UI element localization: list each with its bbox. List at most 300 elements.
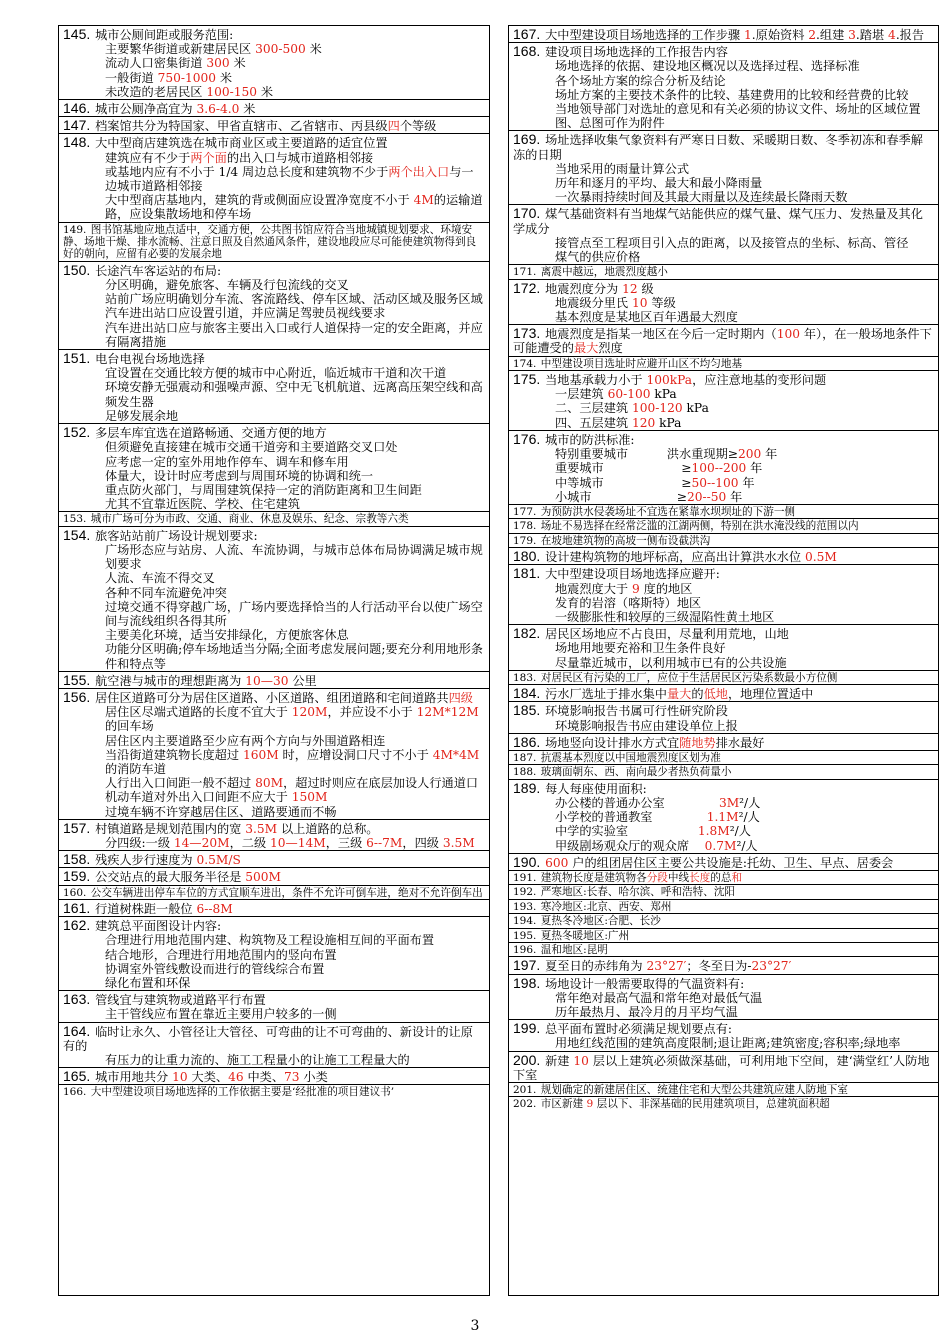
entry-text: 各个场址方案的综合分析及结论 [555,73,726,88]
entry-text: 广场形态应与站房、人流、车流协调，与城市总体布局协调满足城市规划要求 [105,542,483,572]
highlight-text: 3.6-4.0 [196,102,240,117]
entry-heading [513,520,934,532]
entry-text: 夏热冬暖地区:广州 [540,929,630,942]
entry-text: 长途汽车客运站的布局: [95,263,222,278]
entry-line [63,469,485,483]
entry-number: 176. [513,430,541,447]
highlight-text: 73 [284,1070,300,1085]
entry-number: 182. [513,625,541,642]
entry-text: 的 [691,687,704,702]
highlight-text: 10 [632,295,648,310]
entry-heading [63,901,485,916]
entry-heading [63,513,485,525]
entry-text: 为预防洪水侵袭场址不宜选在紧靠水坝坝址的下游一侧 [540,505,796,518]
entry-153 [59,512,489,526]
highlight-text: 80M [255,776,284,791]
entry-line [63,962,485,976]
entry-number: 177. [513,505,537,518]
entry-text: 环境安静无强震动和强噪声源、空中无飞机航道、远离高压架空线和高频发生器 [105,380,483,409]
entry-number: 185. [513,702,541,719]
entry-number: 201. [513,1084,537,1097]
highlight-text: 4M [413,193,434,208]
entry-number: 200. [513,1051,541,1068]
entry-text: 城市公厕间距或服务范围: [95,28,234,42]
entry-heading [513,358,934,370]
entry-line [63,42,485,56]
entry-text: 建设项目场地选择的工作报告内容 [545,45,728,60]
highlight-text: 6--7M [366,835,403,850]
entry-193 [509,900,938,914]
entry-number: 193. [513,900,537,913]
entry-text: ，并应设不小于 [327,705,417,720]
entry-197 [509,957,938,974]
entry-heading [513,703,934,718]
entry-heading [513,266,934,278]
entry-heading [63,673,485,688]
entry-text: 中等城市 ≥ [555,475,692,490]
entry-line [63,748,485,776]
entry-text: 机动车道对外出入口间距不应大于 [105,790,292,805]
entry-text: 残疾人步行速度为 [95,853,197,868]
entry-text: 居住区尽端式道路的长度不宜大于 [105,705,292,720]
entry-text: kPa [650,387,677,402]
entry-189 [509,780,938,854]
entry-text: 当地基承载力小于 [545,373,647,388]
entry-text: 米 [305,42,322,57]
entry-line [63,642,485,670]
entry-text: 烈度 [598,341,623,356]
entry-line [513,387,934,401]
entry-number: 162. [63,917,91,934]
entry-text: 接管点至工程项目引入点的距离，以及接管点的坐标、标高、管径 [555,235,909,250]
entry-text: 一般街道 [105,70,158,85]
entry-text: 中学的实验室 [555,824,698,839]
entry-number: 191. [513,872,537,884]
entry-line [513,296,934,310]
entry-text: 离震中越远，地震烈度越小 [540,266,668,279]
entry-heading [513,855,934,870]
highlight-text: 300-500 [255,42,306,57]
highlight-text: 6--8M [196,902,233,916]
entry-line [63,151,485,165]
entry-text: 协调室外管线敷设而进行的管线综合布置 [105,961,325,976]
entry-text: 城市广场可分为市政、交通、商业、休息及娱乐、纪念、宗教等六类 [90,513,409,526]
entry-heading [63,992,485,1007]
entry-text: 结合地形，合理进行用地范围内的竖向布置 [105,947,337,962]
entry-164 [59,1023,489,1069]
entry-line [63,85,485,99]
entry-heading [513,686,934,701]
entry-text: 建筑物长度是建筑物各 [540,872,647,884]
entry-text: 小类 [299,1070,328,1085]
entry-number: 165. [63,1068,91,1085]
entry-text: ²/人 [738,810,760,825]
entry-number: 183. [513,671,537,684]
highlight-text: 10 [172,1070,188,1085]
entry-number: 188. [513,766,537,779]
entry-line [513,839,934,853]
entry-text: 居住区内主要道路至少应有两个方向与外围道路相连 [105,733,386,748]
entry-number: 153. [63,513,87,526]
entry-196 [509,943,938,957]
entry-line [513,176,934,190]
entry-text: 图书馆基地应地点适中，交通方便，公共图书馆应符合当地城镇规划要求、环境安静、场地干燥、排水流畅、注意日照及自然通风条件，建设地段应尽可能使建筑物得到良好的朝向，应留有必要的发展余地 [63,223,477,261]
entry-text: 二、三层建筑 [555,401,632,416]
highlight-text: 0.7M [704,838,737,853]
entry-number: 167. [513,26,541,42]
entry-text: 中型建设项目选址时应避开山区不均匀地基 [540,357,743,370]
entry-text: 或基地内应有不小于 1/4 周边总长度和建筑物不少于 [105,164,389,179]
entry-text: 小学校的普通教室 [555,810,707,825]
entry-number: 184. [513,685,541,702]
entry-159 [59,868,489,885]
entry-heading [63,118,485,133]
entry-heading [63,263,485,278]
entry-number: 170. [513,205,541,222]
highlight-text: 120 [632,415,656,430]
entry-heading [63,224,485,261]
entry-text: 但须避免直接建在城市交通干道旁和主要道路交叉口处 [105,440,398,455]
entry-text: 电台电视台场地选择 [95,352,205,367]
highlight-text: 两个出入口 [388,164,450,179]
entry-text: 一级膨胀性和较厚的三级湿陷性黄土地区 [555,609,775,624]
entry-line [513,476,934,490]
highlight-text: 10—30 [245,673,289,688]
entry-text: .原始资料 [751,28,809,42]
entry-line [63,497,485,511]
entry-text: 的出入口与城市道路相邻接 [226,150,374,165]
entry-line [513,824,934,838]
entry-text: 绿化布置和环保 [105,976,191,991]
entry-text: 玻璃面朝东、西、南向最少者热负荷量小 [540,766,732,779]
entry-number: 146. [63,100,91,117]
entry-163 [59,991,489,1022]
entry-text: 每人每座使用面积: [545,781,647,796]
entry-176 [509,431,938,505]
entry-heading [513,27,934,42]
entry-text: 设计建构筑物的地坪标高，应高出计算洪水水位 [545,550,805,565]
entry-heading [63,918,485,933]
entry-text: 煤气的供应价格 [555,250,641,265]
entry-number: 197. [513,957,541,974]
entry-text: 居住区道路可分为居住区道路、小区道路、组团道路和宅间道路共 [95,690,449,705]
entry-text: 航空港与城市的理想距离为 [95,673,246,688]
entry-text: ²/人 [736,838,758,853]
entry-text: 场地用地要充裕和卫生条件良好 [555,641,726,656]
entry-text: 合理进行用地范围内建、构筑物及工程设施相互间的平面布置 [105,933,435,948]
entry-text: 米 [257,84,274,99]
entry-line [63,600,485,628]
entry-line [513,610,934,624]
entry-text: 特别重要城市 洪水重现期≥ [555,447,739,462]
entry-text: 级 [637,281,654,296]
entry-number: 192. [513,886,537,899]
entry-line [513,416,934,430]
entry-text: 排水最好 [715,735,765,750]
entry-line [63,948,485,962]
entry-text: 时，应增设洞口尺寸不小于 [278,747,433,762]
entry-number: 198. [513,974,541,991]
highlight-text: 100-120 [632,401,683,416]
entry-heading [513,752,934,764]
entry-text: 寒冷地区:北京、西安、郑州 [540,900,672,913]
entry-text: ，应注意地基的变形问题 [692,373,827,388]
entry-line [63,380,485,408]
entry-heading [513,372,934,387]
entry-line [63,165,485,193]
entry-heading [63,101,485,116]
entry-151 [59,350,489,424]
entry-text: .组建 [816,28,849,42]
entry-number: 187. [513,751,537,764]
entry-text: 村镇道路是规划范围内的宽 [95,821,246,836]
highlight-text: 1.8M [697,824,730,839]
entry-line [513,490,934,504]
entry-text: 发育的岩溶（喀斯特）地区 [555,595,702,610]
entry-text: kPa [682,401,709,416]
entry-number: 173. [513,325,541,342]
entry-heading [63,1086,485,1098]
entry-heading [63,1069,485,1084]
entry-line [63,292,485,306]
entry-line [513,250,934,264]
entry-text: 的总 [710,872,732,884]
entry-line [513,461,934,475]
entry-number: 158. [63,851,91,868]
highlight-text: 300 [206,56,230,71]
entry-heading [63,869,485,884]
entry-text: .踏堪 [855,28,889,42]
entry-heading [513,566,934,581]
highlight-text: 0.5M/S [196,853,241,868]
entry-line [63,440,485,454]
entry-199 [509,1020,938,1051]
entry-heading [63,27,485,42]
entry-text: 地震级分里氏 [555,295,632,310]
highlight-text: 10 [573,1053,589,1068]
entry-text: 功能分区明确;停车场地适当分隔;全面考虑发展问题;要充分利用地形条件和特点等 [105,642,483,671]
highlight-text: 四级 [448,690,473,705]
entry-text: 临时让永久、小管径让大管径、可弯曲的让不可弯曲的、新设计的让原有的 [63,1024,473,1053]
entry-155 [59,672,489,689]
entry-text: ，二级 [229,835,271,850]
entry-text: 年 [726,489,743,504]
entry-text: 管线宜与建筑物或道路平行布置 [95,993,266,1008]
entry-number: 178. [513,520,537,533]
entry-number: 171. [513,266,537,279]
entry-150 [59,262,489,350]
entry-152 [59,424,489,512]
entry-text: 一次暴雨持续时间及其最大雨量以及连续最长降雨天数 [555,190,848,205]
entry-154 [59,527,489,672]
entry-text: 年 [746,461,763,476]
entry-text: 中线 [667,872,690,884]
entry-text: 大中型建设项目场地选择的工作依据主要是‘经批准的项目建议书’ [90,1086,395,1099]
entry-183 [509,671,938,685]
entry-text: 建筑总平面图设计内容: [95,919,222,934]
entry-heading [63,690,485,705]
entry-heading [513,672,934,684]
highlight-text: 最大 [573,341,599,356]
entry-line [63,366,485,380]
entry-heading [513,1098,934,1110]
entry-text: 大中型商店建筑选在城市商业区或主要道路的适宜位置 [95,136,388,151]
highlight-text: 12 [622,281,638,296]
entry-heading [63,887,485,899]
entry-heading [63,425,485,440]
entry-text: 环境影响报告书属可行性研究阶段 [545,704,728,719]
entry-line [63,543,485,571]
entry-text: 各种不同车流避免冲突 [105,585,227,600]
entry-number: 159. [63,868,91,885]
entry-text: 人流、车流不得交叉 [105,571,215,586]
left-column [58,25,490,1296]
entry-170 [509,205,938,265]
entry-number: 194. [513,915,537,928]
entry-text: 等级 [647,295,676,310]
entry-148 [59,134,489,222]
entry-heading [63,351,485,366]
entry-181 [509,565,938,625]
entry-number: 180. [513,548,541,565]
entry-text: 场址方案的主要技术条件的比较、基建费用的比较和经营费的比较 [555,87,909,102]
highlight-text: 9 [632,581,640,596]
entry-line [513,1005,934,1019]
entry-text: 分区明确，避免旅客、车辆及行包流线的交叉 [105,278,349,293]
entry-text: 公交站点的最大服务半径是 [95,870,246,885]
entry-heading [63,852,485,867]
entry-line [513,74,934,88]
entry-heading [513,281,934,296]
entry-line [513,310,934,324]
entry-text: 米 [229,56,246,71]
entry-text: 过境交通不得穿越广场，广场内要选择恰当的人行活动平台以使广场空间与流线组织各得其所 [105,599,483,628]
entry-number: 179. [513,534,537,547]
entry-number: 169. [513,131,541,148]
entry-188 [509,765,938,779]
entry-text: 宜设置在交通比较方便的城市中心附近，临近城市干道和次干道 [105,366,447,381]
entry-line [63,56,485,70]
entry-text: 城市用地共分 [95,1070,173,1085]
entry-text: 大中型建设项目场地选择应避开: [545,567,720,582]
entry-heading [513,872,934,884]
entry-172 [509,280,938,326]
entry-heading [513,915,934,927]
entry-text: 一层建筑 [555,387,608,402]
highlight-text: 100kPa [646,373,693,388]
entry-text: 旅客站站前广场设计规划要求: [95,528,258,543]
entry-heading [513,132,934,161]
entry-text: 大类、 [187,1070,229,1085]
entry-text: ；冬至日为- [686,959,752,974]
entry-heading [513,432,934,447]
highlight-text: 200 [738,447,762,462]
entry-text: 当沿街道建筑物长度超过 [105,747,243,762]
entry-text: 的运输道路，应设集散场地和停车场 [105,193,483,222]
entry-line [63,1053,485,1067]
highlight-text: 150M [291,790,328,805]
entry-195 [509,929,938,943]
entry-180 [509,548,938,565]
entry-heading [63,528,485,543]
entry-heading [513,506,934,518]
entry-text: 应考虑一定的室外用地作停车、调车和修车用 [105,454,349,469]
entry-166 [59,1085,489,1098]
highlight-text: 长度 [689,872,711,884]
entry-line [513,190,934,204]
entry-text: 以上道路的总称。 [277,821,379,836]
entry-number: 163. [63,991,91,1008]
entry-number: 151. [63,350,91,367]
entry-number: 195. [513,929,537,942]
page-number: 3 [470,1318,480,1334]
entry-line [63,409,485,423]
entry-149 [59,223,489,262]
entry-text: 中类、 [243,1070,285,1085]
entry-text: 大中型建设项目场地选择的工作步骤 [545,28,744,42]
entry-text: 多层车库宜选在道路畅通、交通方便的地方 [95,426,327,441]
entry-173 [509,325,938,356]
entry-heading [513,930,934,942]
entry-171 [509,265,938,279]
entry-text: 四、五层建筑 [555,415,632,430]
entry-text: 与一边城市道路相邻接 [105,164,474,194]
entry-heading [513,1053,934,1082]
entry-text: 米 [216,70,233,85]
highlight-text: 120M [291,705,328,720]
entry-heading [513,976,934,991]
highlight-text: 9 [586,1098,594,1111]
entry-text: 户的组团居住区主要公共设施是:托幼、卫生、早点、居委会 [568,855,894,870]
highlight-text: 3 [848,28,856,42]
highlight-text: 和 [731,872,743,884]
entry-text: ，超过时则应在底层加设人行通道口 [283,776,479,791]
entry-line [63,976,485,990]
entry-187 [509,751,938,765]
entry-text: 汽车进出站口应与旅客主要出入口或行人道保持一定的安全距离，并应有隔离措施 [105,320,483,349]
entry-line [513,88,934,102]
entry-heading [63,1024,485,1053]
entry-text: 的消防车道 [105,747,484,776]
entry-text: ，三级 [325,835,367,850]
entry-text: 历年最热月、最冷月的月平均气温 [555,1005,738,1020]
entry-text: ，四级 [402,835,443,850]
entry-text: 建筑应有不少于 [105,150,191,165]
entry-line [63,705,485,733]
highlight-text: 750-1000 [157,70,217,85]
entry-number: 157. [63,819,91,836]
entry-184 [509,685,938,702]
entry-number: 174. [513,357,537,370]
entry-text: 温和地区:昆明 [540,944,608,957]
entry-text: 分四级:一级 [105,835,174,850]
entry-text: 主干管线应布置在靠近主要用户较多的一侧 [105,1007,337,1022]
entry-heading [513,626,934,641]
entry-text: 人行出入口间距一般不超过 [105,776,256,791]
entry-160 [59,886,489,900]
entry-145 [59,26,489,100]
entry-line [513,102,934,130]
entry-text: 用地红线范围的建筑高度限制;退让距离;建筑密度;容积率;绿地率 [555,1036,901,1051]
entry-line [513,1036,934,1050]
entry-line [63,790,485,804]
entry-text: 抗震基本烈度以中国地震烈度区划为准 [540,751,721,764]
entry-line [63,836,485,850]
entry-number: 186. [513,733,541,750]
entry-number: 190. [513,853,541,870]
entry-line [63,805,485,819]
entry-192 [509,885,938,899]
